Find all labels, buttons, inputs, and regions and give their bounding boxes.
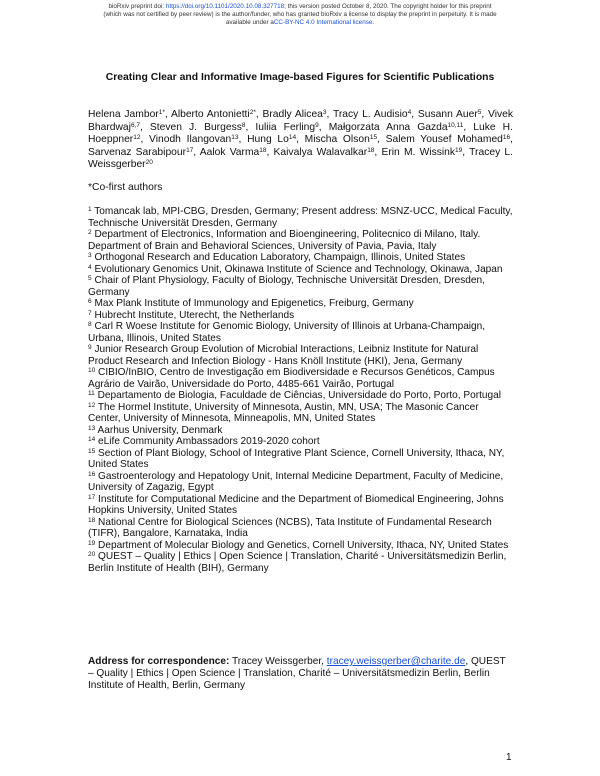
affiliation-number: 12 xyxy=(88,401,96,409)
correspondence-label: Address for correspondence: xyxy=(88,656,230,667)
author-affiliation-number: 14 xyxy=(288,134,297,142)
affiliation-text: The Hormel Institute, University of Minnesota, Austin, MN, USA; The Masonic Cancer Center, University of Minnesota, Minneapolis, MN, United States xyxy=(88,401,479,424)
author-name: Małgorzata Anna Gazda xyxy=(328,121,448,133)
author-name: Susann Auer xyxy=(417,109,478,120)
author-list: Helena Jambor$^{1*}$, Alberto Antonietti$^{2*}$, Bradly Alicea$^3$, Tracy L. Audisio$^4$, Susann Auer$^5$, Vivek Bhardwaj$^{6,7}$, Steven J. Burgess$^8$, Iuliia Ferling$^9$, Małgorzata Anna Gazda$^{10,11}$, Luke H. Hoeppner$^{12}$, Vinodh Ilangovan$^{13}$, Hung Lo$^{14}$, Mischa Olson$^{15}$, Salem Yousef Mohamed$^{16}$, Sarvenaz Sarabipour$^{17}$, Aalok Varma$^{18}$, Kaivalya Walavalkar$^{18}$, Erin M. Wissink$^{19}$, Tracey L. Weissgerber$^{20}$ xyxy=(88,109,514,171)
header-line-3 xyxy=(0,19,600,27)
author-name: Alberto Antonietti xyxy=(170,109,250,120)
header-text: bioRxiv preprint doi: xyxy=(108,3,166,10)
author-name: Vivek Bhardwaj xyxy=(88,109,514,133)
affiliation-number: 20 xyxy=(88,551,96,558)
author-name: Aalok Varma xyxy=(199,146,260,158)
author-affiliation-number: 1* xyxy=(158,109,165,116)
correspondence-email[interactable]: tracey.weissgerber@charite.de xyxy=(326,656,466,667)
author xyxy=(171,109,256,120)
header-line-1 xyxy=(0,3,600,11)
author-name: Erin M. Wissink xyxy=(381,146,456,158)
author-affiliation-number: 19 xyxy=(455,146,463,154)
affiliation-text: Aarhus University, Denmark xyxy=(97,424,223,436)
affiliation-number: 15 xyxy=(88,447,96,455)
author-name: Sarvenaz Sarabipour xyxy=(88,146,187,158)
affiliation-number: 5 xyxy=(88,275,92,282)
author xyxy=(88,147,193,158)
author-affiliation-number: 10,11 xyxy=(447,121,464,129)
affiliation xyxy=(88,298,513,310)
author-name: Mischa Olson xyxy=(304,134,370,146)
author xyxy=(386,134,511,145)
author-affiliation-number: 18 xyxy=(367,146,375,154)
affiliation xyxy=(88,321,513,344)
affiliation-text: Departamento de Biologia, Faculdade de Ciências, Universidade do Porto, Porto, Portugal xyxy=(97,390,501,401)
author xyxy=(200,147,267,158)
affiliation xyxy=(88,425,513,437)
affiliation-number: 10 xyxy=(88,367,96,374)
affiliation-number: 17 xyxy=(88,493,96,501)
affiliation-number: 16 xyxy=(88,470,96,478)
preprint-header xyxy=(0,3,600,28)
affiliation-number: 8 xyxy=(88,321,92,328)
affiliation-text: Carl R Woese Institute for Genomic Biology, University of Illinois at Urbana-Champaign, Urbana, Illinois, United States xyxy=(88,321,486,344)
author-affiliation-number: 6,7 xyxy=(130,121,140,129)
header-text: ; this version posted October 8, 2020. The copyright holder for this preprint xyxy=(284,3,492,10)
affiliation-list xyxy=(88,206,513,574)
author xyxy=(88,109,165,120)
affiliation-text: Department of Molecular Biology and Genetics, Cornell University, Ithaca, NY, United States xyxy=(98,539,509,551)
affiliation-text: eLife Community Ambassadors 2019-2020 cohort xyxy=(98,436,320,447)
affiliation xyxy=(88,471,513,494)
affiliation xyxy=(88,551,513,574)
author xyxy=(329,122,464,133)
author-affiliation-number: 9 xyxy=(315,121,319,129)
affiliation-text: CIBIO/InBIO, Centro de Investigação em Biodiversidade e Recursos Genéticos, Campus Agrário de Vairão, Universidade do Porto, 4485-661 Vairão, Portugal xyxy=(88,367,495,390)
author-name: Salem Yousef Mohamed xyxy=(385,134,503,146)
affiliation-number: 14 xyxy=(88,436,96,443)
affiliation-number: 11 xyxy=(88,390,95,397)
affiliation xyxy=(88,390,513,402)
author-name: Steven J. Burgess xyxy=(149,121,242,133)
affiliation-text: QUEST – Quality | Ethics | Open Science | Translation, Charité - Universitätsmedizin Berlin, Berlin Institute of Health (BIH), Germany xyxy=(88,551,507,574)
affiliation xyxy=(88,517,513,540)
author-affiliation-number: 15 xyxy=(369,134,378,142)
affiliation-text: Evolutionary Genomics Unit, Okinawa Institute of Science and Technology, Okinawa, Japan xyxy=(94,263,503,275)
affiliation-number: 3 xyxy=(88,252,92,259)
affiliation xyxy=(88,448,513,471)
header-text: . xyxy=(372,19,375,27)
affiliation xyxy=(88,252,513,264)
affiliation xyxy=(88,402,513,425)
cofirst-note: *Co-first authors xyxy=(88,182,163,193)
affiliation xyxy=(88,436,513,448)
affiliation-text: National Centre for Biological Sciences (NCBS), Tata Institute of Fundamental Research (TIFR), Bangalore, Karnataka, India xyxy=(88,516,492,539)
affiliation-text: Section of Plant Biology, School of Integrative Plant Science, Cornell University, Ithaca, NY, United States xyxy=(88,447,505,470)
affiliation-text: Department of Electronics, Information and Bioengineering, Politecnico di Milano, Italy. Department of Brain and Behavioral Sciences, University of Pavia, Pavia, Italy xyxy=(88,229,481,252)
author xyxy=(150,122,246,133)
correspondence-name: Tracey Weissgerber, xyxy=(229,656,327,667)
author-affiliation-number: 4 xyxy=(407,109,412,116)
correspondence-address: , QUEST – Quality | Ethics | Open Science | Translation, Charité – Universitätsmedizin Berlin, Berlin Institute of Health, Berlin, Germany xyxy=(88,656,506,691)
affiliation-number: 19 xyxy=(88,539,96,547)
author-name: Helena Jambor xyxy=(88,109,159,120)
affiliation-text: Tomancak lab, MPI-CBG, Dresden, Germany; Present address: MSNZ-UCC, Medical Faculty, Technische Universität Dresden, Germany xyxy=(88,206,513,229)
affiliation xyxy=(88,275,513,298)
affiliation-number: 4 xyxy=(88,263,92,271)
affiliation-number: 6 xyxy=(88,298,92,305)
header-line-2: (which was not certified by peer review) is the author/funder, who has granted bioRxiv a license to display the preprint in perpetuity. It is made xyxy=(103,11,497,19)
author xyxy=(418,109,482,120)
author-name: Vinodh Ilangovan xyxy=(149,134,232,146)
affiliation xyxy=(88,540,513,552)
affiliation-text: Orthogonal Research and Education Laboratory, Champaign, Illinois, United States xyxy=(94,252,466,263)
author-name: Bradly Alicea xyxy=(262,109,323,120)
author xyxy=(149,134,238,145)
author xyxy=(381,147,462,158)
author-name: Iuliia Ferling xyxy=(255,121,316,133)
author-affiliation-number: 12 xyxy=(133,134,141,142)
affiliation-number: 18 xyxy=(88,516,96,524)
author-affiliation-number: 13 xyxy=(231,134,239,142)
paper-title: Creating Clear and Informative Image-based Figures for Scientific Publications xyxy=(105,72,495,83)
author-name: Kaivalya Walavalkar xyxy=(273,146,368,158)
author xyxy=(274,147,375,158)
author-name: Tracy L. Audisio xyxy=(332,109,408,120)
page-number: 1 xyxy=(506,752,512,763)
author xyxy=(262,109,326,120)
author-name: Tracey L. Weissgerber xyxy=(88,146,513,171)
author-affiliation-number: 20 xyxy=(145,159,153,167)
affiliation-number: 7 xyxy=(88,309,92,317)
affiliation xyxy=(88,367,513,390)
affiliation-text: Chair of Plant Physiology, Faculty of Biology, Technische Universität Dresden, Dresden, Germany xyxy=(88,275,485,298)
affiliation xyxy=(88,264,513,276)
affiliation-number: 1 xyxy=(88,206,92,213)
license-link[interactable]: CC-BY-NC 4.0 International license xyxy=(273,19,373,27)
affiliation xyxy=(88,229,513,252)
affiliation-text: Institute for Computational Medicine and the Department of Biomedical Engineering, Johns Hopkins University, United States xyxy=(88,493,504,516)
author xyxy=(333,109,411,120)
author xyxy=(305,134,377,145)
author-name: Hung Lo xyxy=(247,134,289,146)
affiliation-text: Max Plank Institute of Immunology and Epigenetics, Freiburg, Germany xyxy=(94,298,414,309)
header-text: available under a xyxy=(225,19,274,27)
author-affiliation-number: 18 xyxy=(259,146,267,154)
affiliation xyxy=(88,206,513,229)
author-affiliation-number: 3 xyxy=(322,109,327,116)
author-affiliation-number: 17 xyxy=(186,146,194,154)
doi-link[interactable]: https://doi.org/10.1101/2020.10.08.327718 xyxy=(165,3,285,10)
author-affiliation-number: 16 xyxy=(502,134,511,142)
affiliation xyxy=(88,344,513,367)
author-affiliation-number: 5 xyxy=(477,109,482,116)
author-name: Luke H. Hoeppner xyxy=(88,121,513,146)
author-affiliation-number: 2* xyxy=(249,109,256,116)
correspondence xyxy=(88,656,513,691)
author xyxy=(247,134,296,145)
affiliation-number: 9 xyxy=(88,344,92,351)
affiliation xyxy=(88,494,513,517)
author xyxy=(255,122,318,133)
affiliation-text: Hubrecht Institute, Uterecht, the Netherlands xyxy=(94,309,295,321)
affiliation-text: Gastroenterology and Hepatology Unit, Internal Medicine Department, Faculty of Medicine, University of Zagazig, Egypt xyxy=(88,470,504,493)
affiliation-number: 2 xyxy=(88,229,92,236)
affiliation-number: 13 xyxy=(88,424,96,432)
affiliation xyxy=(88,310,513,322)
author-affiliation-number: 8 xyxy=(241,121,246,129)
affiliation-text: Junior Research Group Evolution of Microbial Interactions, Leibniz Institute for Natural Product Research and Infection Biology - Hans Knöll Institute (HKI), Jena, Germany xyxy=(88,344,479,367)
